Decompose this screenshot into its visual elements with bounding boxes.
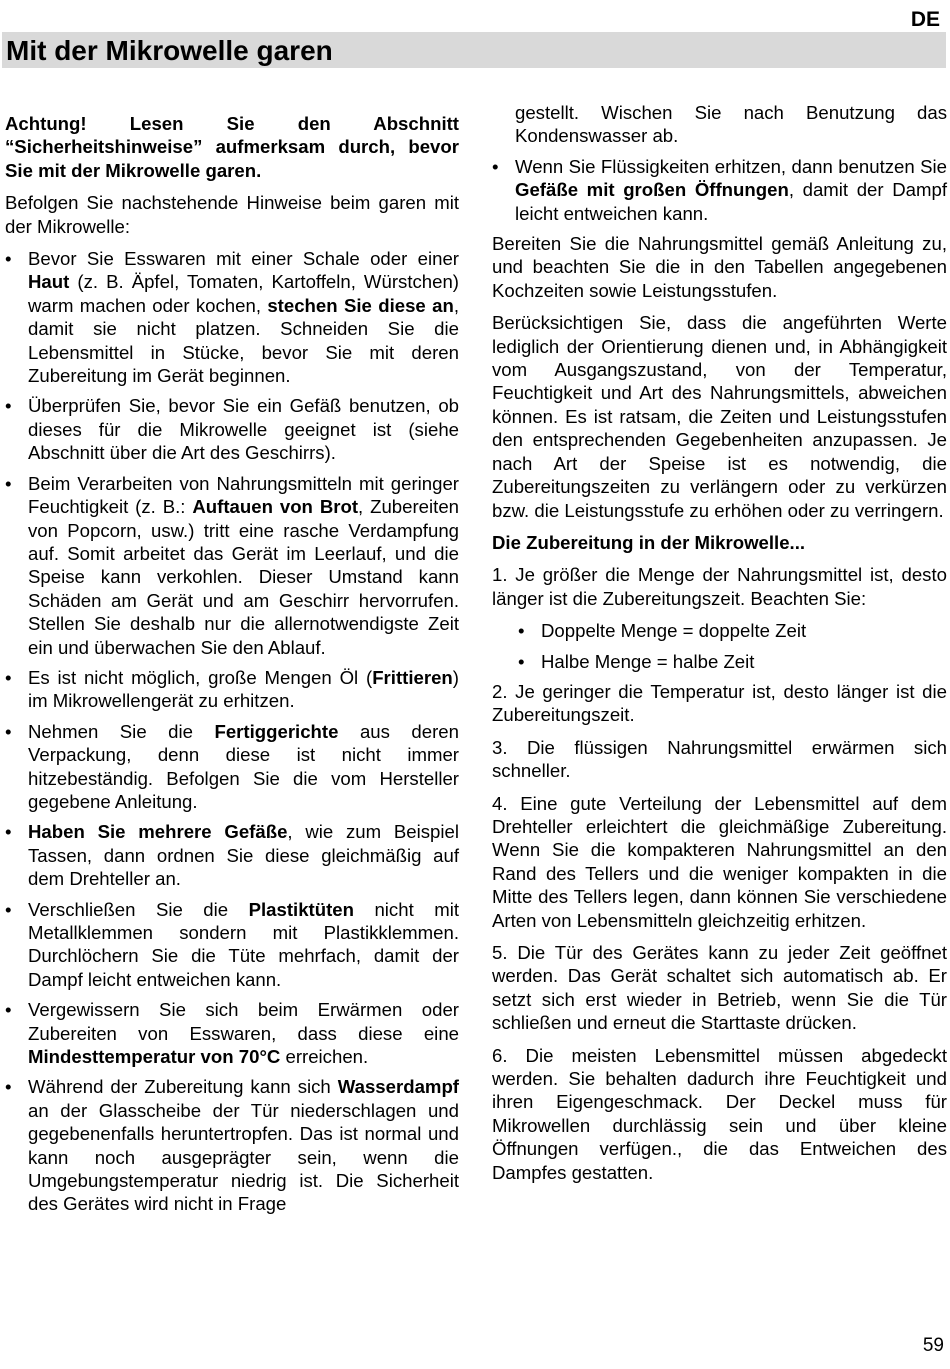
left-column: [5, 112, 459, 1223]
paragraph: Berücksichtigen Sie, dass die angeführten Werte lediglich der Orientierung dienen und, in Abhängigkeit vom Ausgangszustand, von der Temperatur, Feuchtigkeit und Art des Nahrungsmittels, abweichen können. Es ist ratsam, die Zeiten und Leistungsstufen den entsprechenden Gegebenheiten anzupassen. Je nach Art der Speise ist es notwendig, die Zubereitungszeiten zu verlängern oder zu verkürzen bzw. die Leistungsstufe zu erhöhen oder zu verringern.: [492, 312, 947, 521]
bullet-item: • Wenn Sie Flüssigkeiten erhitzen, dann benutzen Sie Gefäße mit großen Öffnungen, damit der Dampf leicht entweichen kann.: [492, 155, 947, 225]
bullet-item: • Beim Verarbeiten von Nahrungsmitteln mit geringer Feuchtigkeit (z. B.: Auftauen von Brot, Zubereiten von Popcorn, usw.) tritt eine rasche Verdampfung auf. Somit arbeitet das Gerät im Leerlauf, und die Speise kann verkohlen. Dieser Umstand kann Schäden am Gerät und am Geschirr hervorrufen. Stellen Sie deshalb nur die allernotwendigste Zeit ein und überwachen Sie den Ablauf.: [5, 472, 459, 659]
sub-bullet-item: • Halbe Menge = halbe Zeit: [492, 650, 947, 673]
bullet-continuation: gestellt. Wischen Sie nach Benutzung das Kondenswasser ab.: [515, 102, 947, 147]
title-bar: [2, 32, 946, 68]
bullet-item: • Haben Sie mehrere Gefäße, wie zum Beispiel Tassen, dann ordnen Sie diese gleichmäßig auf dem Drehteller an.: [5, 820, 459, 890]
bullet-item: • Überprüfen Sie, bevor Sie ein Gefäß benutzen, ob dieses für die Mikrowelle geeignet ist (siehe Abschnitt über die Art des Geschirrs).: [5, 394, 459, 464]
bullet-item: • Vergewissern Sie sich beim Erwärmen oder Zubereiten von Esswaren, dass diese eine Mindesttemperatur von 70°C erreichen.: [5, 998, 459, 1068]
bullet-item: • Nehmen Sie die Fertiggerichte aus deren Verpackung, denn diese ist nicht immer hitzebeständig. Befolgen Sie die vom Hersteller gegebene Anleitung.: [5, 720, 459, 814]
page-number: 59: [922, 1335, 944, 1356]
numbered-item: 1. Je größer die Menge der Nahrungsmittel ist, desto länger ist die Zubereitungszeit. Beachten Sie:: [492, 564, 947, 609]
bullet-item: • Es ist nicht möglich, große Mengen Öl (Frittieren) im Mikrowellengerät zu erhitzen.: [5, 666, 459, 713]
numbered-item: 4. Eine gute Verteilung der Lebensmittel auf dem Drehteller erleichtert die gleichmäßige Zubereitung. Wenn Sie die kompakteren Nahrungsmittel an den Rand des Tellers und die weniger kompakten in die Mitte des Tellers legen, dann können Sie verschiedene Arten von Lebensmitteln gleichzeitig erhitzen.: [492, 792, 947, 931]
numbered-item: 2. Je geringer die Temperatur ist, desto länger ist die Zubereitungszeit.: [492, 680, 947, 726]
numbered-item: 6. Die meisten Lebensmittel müssen abgedeckt werden. Sie behalten dadurch ihre Feuchtigkeit und ihren Eigengeschmack. Der Deckel muss für Mikrowellen durchlässig sein und über kleine Öffnungen verfügen., die das Entweichen des Dampfes gestatten.: [492, 1044, 947, 1183]
paragraph: Bereiten Sie die Nahrungsmittel gemäß Anleitung zu, und beachten Sie die in den Tabellen angegebenen Kochzeiten sowie Leistungsstufen.: [492, 233, 947, 301]
intro-paragraph: Befolgen Sie nachstehende Hinweise beim garen mit der Mikrowelle:: [5, 192, 459, 237]
numbered-item: 3. Die flüssigen Nahrungsmittel erwärmen sich schneller.: [492, 736, 947, 782]
bullet-item: • Während der Zubereitung kann sich Wasserdampf an der Glasscheibe der Tür niederschlagen und gegebenenfalls heruntertropfen. Das ist normal und kann noch ausgeprägter sein, wenn die Umgebungstemperatur niedrig ist. Die Sicherheit des Gerätes wird nicht in Frage: [5, 1075, 459, 1215]
section-heading: Die Zubereitung in der Mikrowelle...: [492, 531, 806, 553]
bullet-item: • Bevor Sie Esswaren mit einer Schale oder einer Haut (z. B. Äpfel, Tomaten, Kartoffeln, Würstchen) warm machen oder kochen, stechen Sie diese an, damit sie nicht platzen. Schneiden Sie die Lebensmittel in Stücke, bevor Sie mit deren Zubereitung im Gerät beginnen.: [5, 247, 459, 387]
sub-bullet-item: • Doppelte Menge = doppelte Zeit: [492, 619, 947, 642]
bullet-item: • Verschließen Sie die Plastiktüten nicht mit Metallklemmen sondern mit Plastikklemmen. Durchlöchern Sie die Tüte mehrfach, damit der Dampf leicht entweichen kann.: [5, 898, 459, 992]
warning-paragraph: Achtung! Lesen Sie den Abschnitt “Sicherheitshinweise” aufmerksam durch, bevor Sie mit der Mikrowelle garen.: [5, 113, 459, 181]
numbered-item: 5. Die Tür des Gerätes kann zu jeder Zeit geöffnet werden. Das Gerät schaltet sich automatisch ab. Er setzt sich erst wieder in Betrieb, wenn Sie die Tür schließen und erneut die Starttaste drücken.: [492, 942, 947, 1034]
language-code: DE: [910, 8, 940, 31]
right-column: [492, 101, 947, 1193]
page-title: Mit der Mikrowelle garen: [6, 35, 333, 66]
